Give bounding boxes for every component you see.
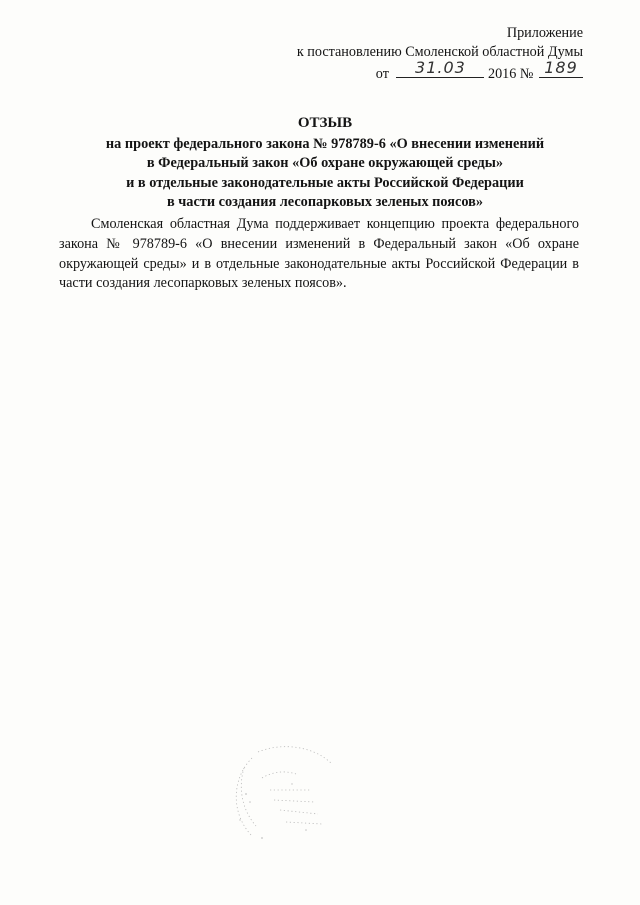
title-line-2: в Федеральный закон «Об охране окружающей среды» xyxy=(146,155,504,171)
appendix-label: Приложение xyxy=(506,25,583,41)
document-body xyxy=(59,215,579,294)
appendix-header xyxy=(183,24,583,62)
number-field xyxy=(539,58,583,78)
from-label: от xyxy=(375,66,389,82)
handwritten-number: 189 xyxy=(544,58,578,77)
faded-stamp-icon xyxy=(222,738,352,856)
title-line-3: и в отдельные законодательные акты Российской Федерации xyxy=(126,174,524,191)
body-paragraph: Смоленская областная Дума поддерживает концепцию проекта федерального закона № 978789-6 «О внесении изменений в Федеральный закон «Об охране окружающей среды» и в отдельные законодательные акты Российской Федерации в части создания лесопарковых зеленых поясов». xyxy=(59,216,579,292)
document-title-block xyxy=(40,114,610,213)
date-number-line xyxy=(375,58,583,83)
date-field xyxy=(396,58,484,78)
resolution-reference: к постановлению Смоленской областной Думы xyxy=(296,44,583,60)
handwritten-date: 31.03 xyxy=(415,58,466,77)
title-line-1: на проект федерального закона № 978789-6 «О внесении изменений xyxy=(105,135,545,152)
title-line-4: в части создания лесопарковых зеленых поясов» xyxy=(166,194,484,210)
year-number-label: 2016 № xyxy=(487,66,534,82)
document-title: ОТЗЫВ xyxy=(297,115,353,131)
